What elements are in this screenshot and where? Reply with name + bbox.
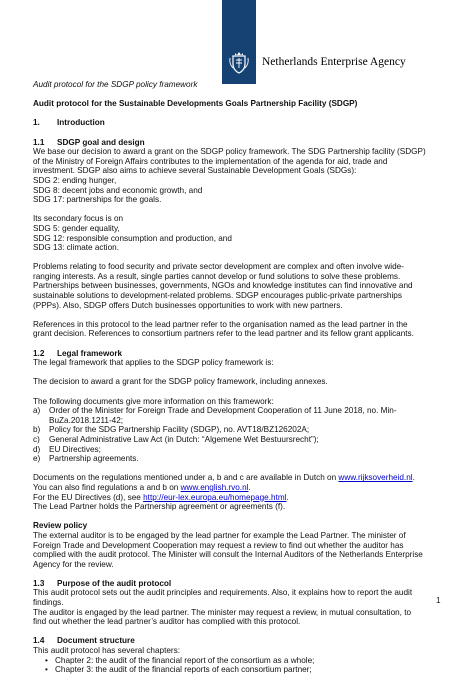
list-text: Chapter 3: the audit of the financial reports of each consortium partner; xyxy=(55,665,312,675)
text-line: SDG 8: decent jobs and economic growth, and xyxy=(33,185,203,195)
text-line: sustainable solutions to development-related problems. SDGP encourages public-private partnerships xyxy=(33,291,402,301)
rijksoverheid-link[interactable]: www.rijksoverheid.nl xyxy=(338,473,413,483)
text-line: We base our decision to award a grant on the SDGP policy framework. The SDG Partnership facility (SDGP) xyxy=(33,147,426,157)
text-line: SDG 17: partnerships for the goals. xyxy=(33,195,162,205)
text-line: Foreign Trade and Development Cooperation may request a review to find out whether the auditor has xyxy=(33,540,404,550)
list-text: Policy for the SDG Partnership Facility (SDGP), no. AVT18/BZ126202A; xyxy=(49,425,310,435)
list-item xyxy=(33,665,445,675)
running-header: Audit protocol for the SDGP policy framework xyxy=(33,80,198,89)
text-fragment: . xyxy=(286,492,289,502)
text-fragment: . xyxy=(412,473,415,483)
list-item xyxy=(33,656,445,666)
text-line: This audit protocol sets out the audit principles and requirements. Also, it explains how to report the audit xyxy=(33,588,413,598)
page-number: 1 xyxy=(436,596,441,605)
text-line: SDG 12: responsible consumption and production, and xyxy=(33,233,232,243)
text-line: The following documents give more information on this framework: xyxy=(33,396,274,406)
text-line: complied with the audit protocol. The Minister will consult the Internal Auditors of the Netherlands Enterprise xyxy=(33,550,423,560)
section-title: Legal framework xyxy=(57,348,123,358)
text-line: The legal framework that applies to the SDGP policy framework is: xyxy=(33,358,274,368)
text-line: investment. SDGP also aims to achieve several Sustainable Development Goals (SDGs): xyxy=(33,166,357,176)
list-text: Order of the Minister for Foreign Trade and Development Cooperation of 11 June 2018, no. Min- xyxy=(49,406,397,416)
list-label: e) xyxy=(33,454,41,464)
text-line: Partnerships between businesses, governments, NGOs and knowledge institutes can find innovative and xyxy=(33,281,413,291)
text-line: (PPPs). Also, SDGP offers Dutch businesses opportunities to work with new partners. xyxy=(33,300,343,310)
eur-lex-link[interactable]: http://eur-lex.europa.eu/homepage.html xyxy=(143,492,287,502)
text-line xyxy=(33,493,445,503)
text-line: The decision to award a grant for the SDGP policy framework, including annexes. xyxy=(33,377,328,387)
text-line: This audit protocol has several chapters: xyxy=(33,646,180,656)
text-line: findings. xyxy=(33,598,64,608)
text-line: Its secondary focus is on xyxy=(33,214,124,224)
list-item xyxy=(33,406,445,416)
section-1-3-heading xyxy=(33,579,445,589)
section-1-1-heading xyxy=(33,138,445,148)
review-policy-heading: Review policy xyxy=(33,521,88,531)
text-line: Problems relating to food security and private sector development are complex and often involve wide- xyxy=(33,262,404,272)
list-text: Partnership agreements. xyxy=(49,454,139,464)
bullet-icon: • xyxy=(45,665,48,675)
text-fragment: . xyxy=(248,482,251,492)
document-title: Audit protocol for the Sustainable Developments Goals Partnership Facility (SDGP) xyxy=(33,99,358,109)
list-item xyxy=(33,454,445,464)
list-item xyxy=(33,435,445,445)
coat-of-arms-icon xyxy=(227,50,251,76)
rvo-link[interactable]: www.english.rvo.nl xyxy=(180,482,249,492)
list-item xyxy=(33,425,445,435)
text-line: The external auditor is to be engaged by the lead partner for example the Lead Partner. The minister of xyxy=(33,530,406,540)
text-line: SDG 5: gender equality, xyxy=(33,223,120,233)
text-line: of the Ministry of Foreign Affairs contributes to the implementation of the agenda for aid, trade and xyxy=(33,156,388,166)
section-1-2-heading xyxy=(33,349,445,359)
list-item xyxy=(33,445,445,455)
agency-name: Netherlands Enterprise Agency xyxy=(262,56,406,68)
section-title: Introduction xyxy=(57,118,105,128)
section-number: 1.2 xyxy=(33,348,45,358)
bullet-icon: • xyxy=(45,655,48,665)
text-line: The auditor is engaged by the lead partner. The minister may request a review, in mutual consultation, to xyxy=(33,607,412,617)
text-line: SDG 13: climate action. xyxy=(33,243,120,253)
list-label: b) xyxy=(33,425,41,435)
text-line: ranging interests. As a result, single parties cannot develop or fund solutions to solve these problems. xyxy=(33,271,401,281)
section-title: SDGP goal and design xyxy=(57,137,145,147)
list-text: Chapter 2: the audit of the financial report of the consortium as a whole; xyxy=(55,655,315,665)
list-text: BuZa.2018.1211-42; xyxy=(49,415,124,425)
section-number: 1. xyxy=(33,118,40,128)
text-line: References in this protocol to the lead partner refer to the organisation named as the lead partner in the xyxy=(33,319,408,329)
list-label: a) xyxy=(33,406,41,416)
list-item xyxy=(33,416,445,426)
text-fragment: Documents on the regulations mentioned under a, b and c are available in Dutch on xyxy=(33,473,339,483)
section-1-heading xyxy=(33,118,445,128)
list-label: c) xyxy=(33,434,40,444)
document-body xyxy=(33,80,445,675)
section-1-4-heading xyxy=(33,636,445,646)
list-label: d) xyxy=(33,444,41,454)
list-label xyxy=(33,416,49,426)
list-text: EU Directives; xyxy=(49,444,101,454)
text-fragment: For the EU Directives (d), see xyxy=(33,492,144,502)
section-title: Document structure xyxy=(57,636,135,646)
text-line xyxy=(33,483,445,493)
section-title: Purpose of the audit protocol xyxy=(57,578,172,588)
list-text: General Administrative Law Act (in Dutch: “Algemene Wet Bestuursrecht”); xyxy=(49,434,319,444)
text-line: The Lead Partner holds the Partnership agreement or agreements (f). xyxy=(33,502,286,512)
text-fragment: You can also find regulations a and b on xyxy=(33,482,181,492)
section-number: 1.4 xyxy=(33,636,45,646)
section-number: 1.1 xyxy=(33,137,45,147)
text-line: find out whether the lead partner’s auditor has complied with this protocol. xyxy=(33,617,301,627)
text-line xyxy=(33,473,445,483)
text-line: grant decision. References to consortium partners refer to the lead partner and its fellow grant applicants. xyxy=(33,329,414,339)
text-line: Agency for the review. xyxy=(33,559,114,569)
text-line: SDG 2: ending hunger, xyxy=(33,175,117,185)
section-number: 1.3 xyxy=(33,578,45,588)
